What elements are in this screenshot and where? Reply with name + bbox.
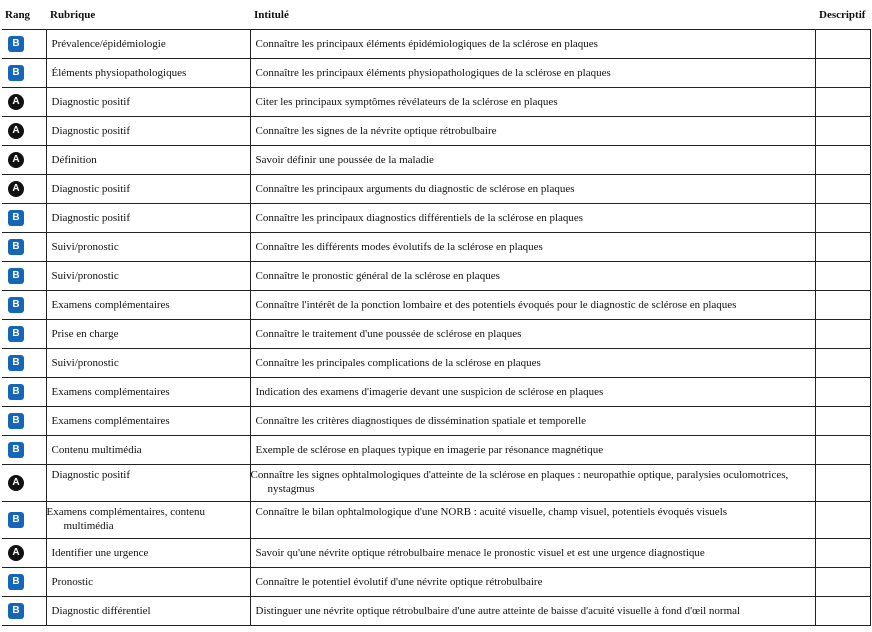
table-row [2, 539, 870, 568]
descriptif-cell [815, 59, 870, 88]
descriptif-cell [815, 539, 870, 568]
table-row [2, 117, 870, 146]
descriptif-cell [815, 597, 870, 626]
intitule-cell: Connaître les critères diagnostiques de dissémination spatiale et temporelle [250, 407, 815, 436]
intitule-cell: Indication des examens d'imagerie devant une suspicion de sclérose en plaques [250, 378, 815, 407]
intitule-cell: Connaître le pronostic général de la sclérose en plaques [250, 262, 815, 291]
intitule-cell: Connaître les signes de la névrite optique rétrobulbaire [250, 117, 815, 146]
descriptif-cell [815, 568, 870, 597]
rang-badge: A [8, 123, 24, 139]
objectives-table [2, 1, 871, 626]
rang-badge: A [8, 475, 24, 491]
rang-badge: B [8, 413, 24, 429]
header-rubrique: Rubrique [50, 9, 96, 21]
table-row [2, 146, 870, 175]
rang-badge: A [8, 94, 24, 110]
descriptif-cell [815, 204, 870, 233]
rubrique-cell: Suivi/pronostic [46, 349, 250, 378]
descriptif-cell [815, 146, 870, 175]
descriptif-cell [815, 233, 870, 262]
table-row [2, 320, 870, 349]
descriptif-cell [815, 378, 870, 407]
intitule-cell: Connaître le potentiel évolutif d'une névrite optique rétrobulbaire [250, 568, 815, 597]
descriptif-cell [815, 30, 870, 59]
descriptif-cell [815, 502, 870, 539]
rubrique-cell: Examens complémentaires, contenu multimédia [46, 502, 250, 539]
rang-badge: B [8, 36, 24, 52]
rang-badge: B [8, 603, 24, 619]
header-descriptif: Descriptif [819, 9, 866, 21]
rubrique-cell: Examens complémentaires [46, 291, 250, 320]
descriptif-cell [815, 175, 870, 204]
table-row [2, 262, 870, 291]
intitule-cell: Connaître l'intérêt de la ponction lombaire et des potentiels évoqués pour le diagnostic de sclérose en plaques [250, 291, 815, 320]
rubrique-cell: Suivi/pronostic [46, 233, 250, 262]
intitule-cell: Connaître les principales complications de la sclérose en plaques [250, 349, 815, 378]
table-row [2, 291, 870, 320]
descriptif-cell [815, 117, 870, 146]
intitule-cell: Citer les principaux symptômes révélateurs de la sclérose en plaques [250, 88, 815, 117]
rubrique-cell: Examens complémentaires [46, 378, 250, 407]
rubrique-cell: Suivi/pronostic [46, 262, 250, 291]
intitule-cell: Connaître le traitement d'une poussée de sclérose en plaques [250, 320, 815, 349]
rang-badge: B [8, 574, 24, 590]
descriptif-cell [815, 262, 870, 291]
rubrique-cell: Diagnostic positif [46, 465, 250, 502]
table-row [2, 88, 870, 117]
rang-badge: B [8, 512, 24, 528]
intitule-cell: Connaître les principaux éléments physiopathologiques de la sclérose en plaques [250, 59, 815, 88]
descriptif-cell [815, 407, 870, 436]
descriptif-cell [815, 88, 870, 117]
intitule-cell: Connaître les différents modes évolutifs de la sclérose en plaques [250, 233, 815, 262]
table-row [2, 407, 870, 436]
rubrique-cell: Identifier une urgence [46, 539, 250, 568]
rubrique-cell: Diagnostic positif [46, 175, 250, 204]
header-intitule: Intitulé [254, 9, 289, 21]
table-row [2, 568, 870, 597]
rubrique-cell: Diagnostic différentiel [46, 597, 250, 626]
rang-badge: B [8, 297, 24, 313]
rang-badge: B [8, 442, 24, 458]
table-row [2, 378, 870, 407]
table-row [2, 59, 870, 88]
table-row [2, 30, 870, 59]
descriptif-cell [815, 436, 870, 465]
rang-badge: B [8, 239, 24, 255]
table-row [2, 233, 870, 262]
rang-badge: B [8, 268, 24, 284]
descriptif-cell [815, 320, 870, 349]
table-row [2, 436, 870, 465]
table-row [2, 597, 870, 626]
table-body [2, 30, 870, 626]
table-row [2, 204, 870, 233]
header-row [2, 1, 870, 30]
descriptif-cell [815, 291, 870, 320]
intitule-cell: Distinguer une névrite optique rétrobulbaire d'une autre atteinte de baisse d'acuité visuelle à fond d'œil normal [250, 597, 815, 626]
intitule-cell: Connaître les principaux arguments du diagnostic de sclérose en plaques [250, 175, 815, 204]
rubrique-cell: Définition [46, 146, 250, 175]
table-row [2, 175, 870, 204]
rubrique-cell: Prévalence/épidémiologie [46, 30, 250, 59]
rubrique-cell: Diagnostic positif [46, 88, 250, 117]
intitule-cell: Connaître les principaux diagnostics différentiels de la sclérose en plaques [250, 204, 815, 233]
rubrique-cell: Diagnostic positif [46, 117, 250, 146]
table-row [2, 349, 870, 378]
rubrique-cell: Examens complémentaires [46, 407, 250, 436]
intitule-cell: Exemple de sclérose en plaques typique en imagerie par résonance magnétique [250, 436, 815, 465]
intitule-cell: Savoir qu'une névrite optique rétrobulbaire menace le pronostic visuel et est une urgence diagnostique [250, 539, 815, 568]
rubrique-cell: Éléments physiopathologiques [46, 59, 250, 88]
intitule-cell: Connaître les signes ophtalmologiques d'atteinte de la sclérose en plaques : neuropathie optique, paralysies oculomotrices, nystagmus [250, 465, 815, 502]
intitule-cell: Savoir définir une poussée de la maladie [250, 146, 815, 175]
rang-badge: B [8, 326, 24, 342]
descriptif-cell [815, 465, 870, 502]
rang-badge: A [8, 152, 24, 168]
table-row [2, 465, 870, 502]
table-row [2, 502, 870, 539]
descriptif-cell [815, 349, 870, 378]
header-rang: Rang [5, 9, 31, 21]
rubrique-cell: Diagnostic positif [46, 204, 250, 233]
rubrique-cell: Contenu multimédia [46, 436, 250, 465]
rang-badge: A [8, 545, 24, 561]
intitule-cell: Connaître les principaux éléments épidémiologiques de la sclérose en plaques [250, 30, 815, 59]
rubrique-cell: Prise en charge [46, 320, 250, 349]
rubrique-cell: Pronostic [46, 568, 250, 597]
rang-badge: A [8, 181, 24, 197]
rang-badge: B [8, 355, 24, 371]
rang-badge: B [8, 384, 24, 400]
rang-badge: B [8, 210, 24, 226]
intitule-cell: Connaître le bilan ophtalmologique d'une NORB : acuité visuelle, champ visuel, potentiels évoqués visuels [250, 502, 815, 539]
rang-badge: B [8, 65, 24, 81]
